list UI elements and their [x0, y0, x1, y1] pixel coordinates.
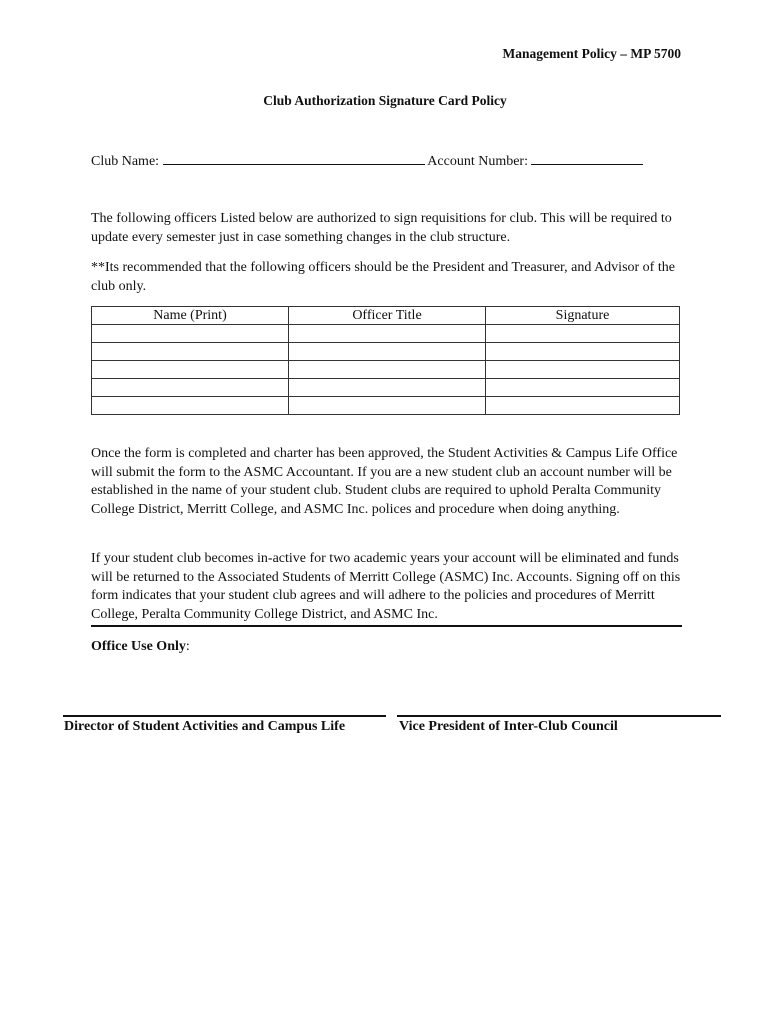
completion-paragraph: Once the form is completed and charter has been approved, the Student Activities & Campus Life Office will submit the form to the ASMC Accountant. If you are a new student club an account number will be established in the name of your student club. Student clubs are required to uphold Peralta Community College District, Merritt College, and ASMC Inc. polices and procedure when doing anything. — [91, 446, 678, 517]
title-cell[interactable] — [289, 325, 486, 343]
officer-table-header-row — [92, 307, 680, 325]
office-use-colon: : — [185, 639, 190, 654]
policy-reference: Management Policy – MP 5700 — [502, 46, 681, 61]
signature-cell[interactable] — [486, 379, 680, 397]
document-title: Club Authorization Signature Card Policy — [263, 93, 507, 108]
name-cell[interactable] — [92, 343, 289, 361]
office-use-label: Office Use Only — [91, 639, 186, 654]
name-cell[interactable] — [92, 325, 289, 343]
vp-signature-label: Vice President of Inter-Club Council — [399, 719, 618, 734]
table-row — [92, 343, 680, 361]
column-header-signature: Signature — [486, 307, 680, 325]
club-name-label: Club Name: — [91, 154, 160, 169]
director-signature-label: Director of Student Activities and Campus Life — [64, 719, 346, 734]
title-cell[interactable] — [289, 361, 486, 379]
director-signature-line[interactable] — [63, 715, 386, 717]
name-cell[interactable] — [92, 379, 289, 397]
club-name-field[interactable] — [163, 152, 425, 165]
intro-paragraph: The following officers Listed below are authorized to sign requisitions for club. This will be required to update every semester just in case something changes in the club structure. — [91, 211, 672, 245]
signature-cell[interactable] — [486, 343, 680, 361]
section-divider — [91, 625, 682, 627]
column-header-name: Name (Print) — [92, 307, 289, 325]
signature-cell[interactable] — [486, 325, 680, 343]
title-cell[interactable] — [289, 379, 486, 397]
table-row — [92, 397, 680, 415]
title-cell[interactable] — [289, 397, 486, 415]
name-cell[interactable] — [92, 361, 289, 379]
column-header-title: Officer Title — [289, 307, 486, 325]
name-cell[interactable] — [92, 397, 289, 415]
account-number-field[interactable] — [531, 152, 643, 165]
account-number-label: Account Number: — [427, 154, 528, 169]
table-row — [92, 325, 680, 343]
table-row — [92, 361, 680, 379]
recommendation-paragraph: **Its recommended that the following officers should be the President and Treasurer, and Advisor of the club only. — [91, 260, 675, 294]
title-cell[interactable] — [289, 343, 486, 361]
signature-cell[interactable] — [486, 361, 680, 379]
inactive-paragraph: If your student club becomes in-active for two academic years your account will be eliminated and funds will be returned to the Associated Students of Merritt College (ASMC) Inc. Accounts. Signing off on this form indicates that your student club agrees and will adhere to the policies and procedures of Merritt College, Peralta Community College District, and ASMC Inc. — [91, 551, 681, 622]
table-row — [92, 379, 680, 397]
vp-signature-line[interactable] — [397, 715, 721, 717]
office-use-heading — [91, 639, 190, 655]
club-info-line — [91, 152, 643, 170]
signature-cell[interactable] — [486, 397, 680, 415]
officer-table — [91, 306, 680, 415]
